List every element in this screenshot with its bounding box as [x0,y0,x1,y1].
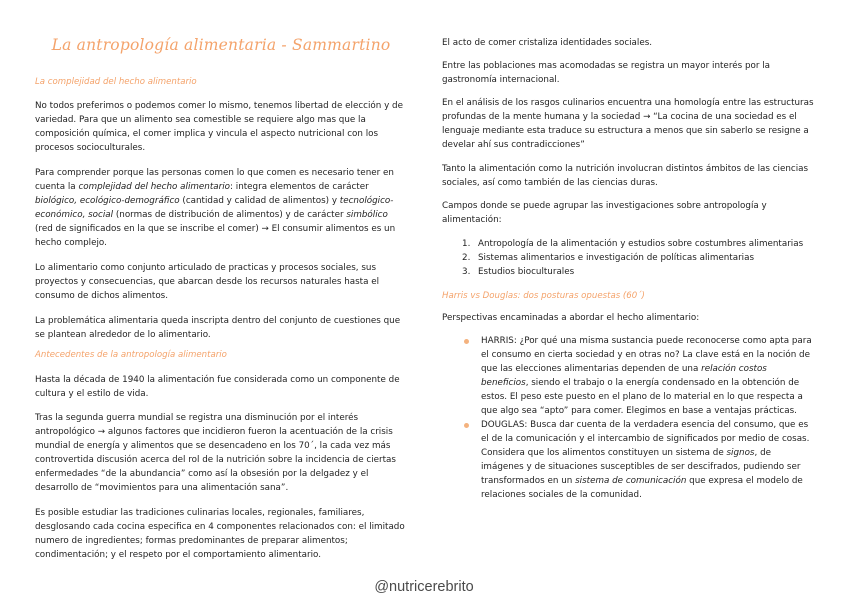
section-heading-antecedentes: Antecedentes de la antropología alimentario [35,350,227,360]
paragraph-tradiciones: Es posible estudiar las tradiciones culinarias locales, regionales, familiares, desglosando cada cocina especifica en 4 componentes relacionados con: el limitado numero de ingredientes; formas predominantes de preparar alimentos; condimentación; y el respeto por el comportamiento alimentario. [35,508,405,560]
paragraph-homologia: En el análisis de los rasgos culinarios encuentra una homología entre las estructuras profundas de la mente humana y la sociedad → “La cocina de una sociedad es el lenguaje mediante esta traduce su estructura a menos que sin saberlo se resigne a develar ahí sus contradicciones” [442,98,814,150]
bullet-icon [464,423,469,428]
list-item: 1. Antropología de la alimentación y estudios sobre costumbres alimentarias [462,239,804,249]
paragraph-posguerra: Tras la segunda guerra mundial se registra una disminución por el interés antropológico → algunos factores que incidieron fueron la acentuación de la crisis mundial de energía y alimentos que se desencadeno en los 70´, la cada vez más controvertida discusión acerca del rol de la nutrición sobre la incidencia de ciertas enfermedades “de la abundancia” como así la obsesión por la delgadez y el desarrollo de “movimientos para una alimentación sana”. [35,413,396,493]
paragraph-problematica: La problemática alimentaria queda inscripta dentro del conjunto de cuestiones que se plantean alrededor de lo alimentario. [35,316,401,340]
author-handle: @nutricerebrito [374,579,474,595]
section-heading-harris-douglas: Harris vs Douglas: dos posturas opuestas (60´) [442,291,645,301]
list-item-harris: HARRIS: ¿Por qué una misma sustancia puede reconocerse como apta para el consumo en cierta sociedad y en otras no? La clave está en la noción de que las elecciones alimentarias dependen de una relación costos beneficios, siendo el trabajo o la energía condensado en la obtención de estos. El peso este puesto en el plano de lo material en lo que respecta a que algo sea “apto” para comer. Elegimos en base a ventajas prácticas. [442,335,816,418]
paragraph-1940: Hasta la década de 1940 la alimentación fue considerada como un componente de cultura y el estilo de vida. [35,375,400,399]
fields-list [442,238,816,280]
bullet-icon [464,339,469,344]
document-title: La antropología alimentaria - Sammartino [51,36,391,54]
paragraph-complejidad: Para comprender porque las personas comen lo que comen es necesario tener en cuenta la complejidad del hecho alimentario: integra elementos de carácter biológico, ecológico-demográfico (cantidad y calidad de alimentos) y tecnológico-económico, social (normas de distribución de alimentos) y de carácter simbólico (red de significados en la que se inscribe el comer) → El consumir alimentos es un hecho complejo. [35,168,396,248]
list-item: 2. Sistemas alimentarios e investigación de políticas alimentarias [462,252,755,263]
perspectives-list [442,335,816,503]
paragraph-poblaciones: Entre las poblaciones mas acomodadas se registra un mayor interés por la gastronomía internacional. [442,61,771,85]
list-item-douglas: DOUGLAS: Busca dar cuenta de la verdadera esencia del consumo, que es el de la comunicación y el intercambio de significados por medio de cosas. Considera que los alimentos constituyen un sistema de signos, de imágenes y de situaciones susceptibles de ser descifrados, pudiendo ser transformados en un sistema de comunicación que expresa el modelo de relaciones sociales de la comunidad. [442,419,816,502]
paragraph-practicas: Lo alimentario como conjunto articulado de practicas y procesos sociales, sus proyectos y consecuencias, que abarcan desde los recursos naturales hasta el consumo de dichos alimentos. [35,263,380,301]
paragraph-campos: Campos donde se puede agrupar las investigaciones sobre antropología y alimentación: [442,201,767,225]
paragraph-identidades: El acto de comer cristaliza identidades sociales. [442,38,653,48]
paragraph-ambitos: Tanto la alimentación como la nutrición involucran distintos ámbitos de las ciencias sociales, así como también de las ciencias duras. [442,164,809,188]
section-heading-complejidad: La complejidad del hecho alimentario [35,77,197,87]
paragraph-libertad: No todos preferimos o podemos comer lo mismo, tenemos libertad de elección y de variedad. Para que un alimento sea comestible se requiere algo mas que la composición química, el comer implica y vincula el aspecto nutricional con los procesos socioculturales. [35,101,403,153]
paragraph-perspectivas: Perspectivas encaminadas a abordar el hecho alimentario: [442,313,700,323]
list-item: 3. Estudios bioculturales [462,266,575,277]
